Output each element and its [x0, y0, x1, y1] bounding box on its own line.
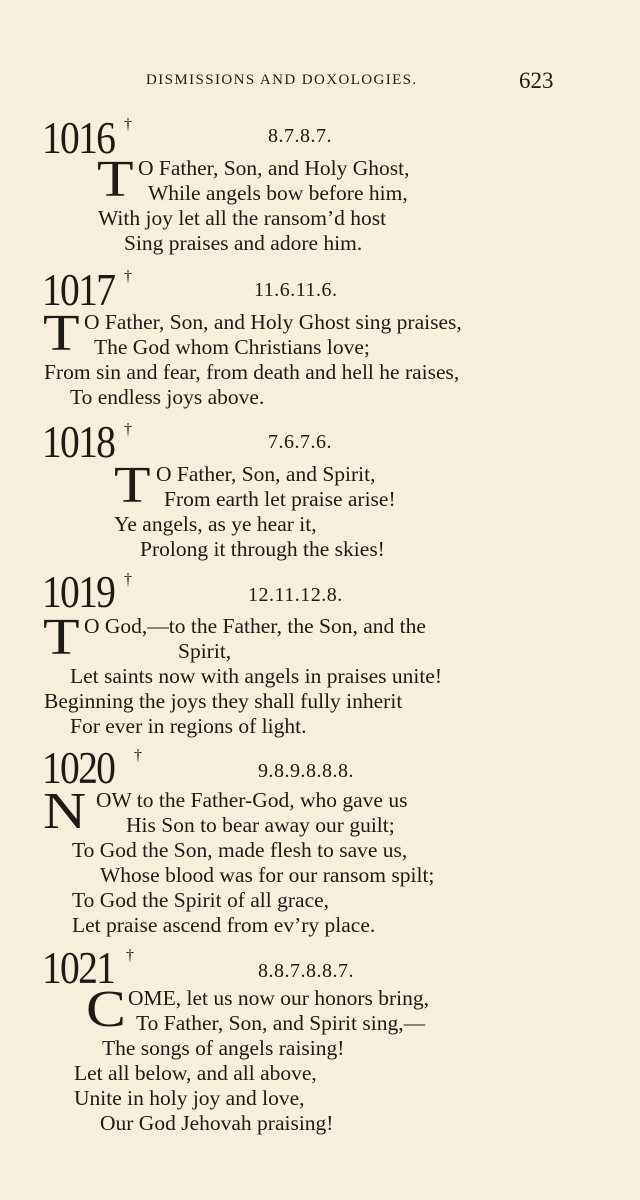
verse-line: Sing praises and adore him.	[124, 231, 363, 255]
running-title: DISMISSIONS AND DOXOLOGIES.	[146, 72, 418, 88]
hymn-meter: 12.11.12.8.	[248, 584, 343, 606]
verse-line: O God,—to the Father, the Son, and the	[84, 614, 426, 638]
page-number: 623	[519, 68, 554, 93]
verse-line: To God the Son, made flesh to save us,	[72, 838, 408, 862]
verse-line: O Father, Son, and Holy Ghost,	[138, 156, 410, 180]
verse-line: Whose blood was for our ransom spilt;	[100, 863, 435, 887]
verse-line: Let all below, and all above,	[74, 1061, 317, 1085]
hymn-number: 1021	[42, 943, 115, 993]
drop-cap: T	[43, 305, 80, 362]
drop-cap: C	[86, 981, 126, 1038]
hymn-meter: 8.8.7.8.8.7.	[258, 960, 354, 982]
hymn-meter: 7.6.7.6.	[268, 431, 332, 453]
verse-line: O Father, Son, and Spirit,	[156, 462, 376, 486]
verse-line: From earth let praise arise!	[164, 487, 396, 511]
verse-line: Let praise ascend from ev’ry place.	[72, 913, 376, 937]
verse-line: To Father, Son, and Spirit sing,—	[136, 1011, 426, 1035]
dagger-mark: †	[124, 268, 132, 285]
verse-line: Prolong it through the skies!	[140, 537, 385, 561]
hymn-meter: 8.7.8.7.	[268, 125, 332, 147]
drop-cap: T	[114, 457, 151, 514]
hymn-meter: 9.8.9.8.8.8.	[258, 760, 354, 782]
drop-cap: T	[43, 609, 80, 666]
verse-line: While angels bow before him,	[148, 181, 408, 205]
drop-cap: T	[97, 151, 134, 208]
verse-line: For ever in regions of light.	[70, 714, 307, 738]
verse-line: Our God Jehovah praising!	[100, 1111, 334, 1135]
verse-line: Spirit,	[178, 639, 232, 663]
verse-line: Ye angels, as ye hear it,	[114, 512, 317, 536]
verse-line: To God the Spirit of all grace,	[72, 888, 330, 912]
hymn-meter: 11.6.11.6.	[254, 279, 338, 301]
verse-line: The God whom Christians love;	[94, 335, 370, 359]
verse-line: Beginning the joys they shall fully inherit	[44, 689, 403, 713]
verse-line: O Father, Son, and Holy Ghost sing praises,	[84, 310, 462, 334]
dagger-mark: †	[134, 747, 142, 764]
hymn-number: 1020	[42, 743, 115, 793]
hymn-number: 1018	[42, 417, 115, 467]
dagger-mark: †	[124, 571, 132, 588]
verse-line: With joy let all the ransom’d host	[98, 206, 387, 230]
hymn-number: 1016	[42, 113, 115, 163]
drop-cap: N	[43, 783, 87, 840]
hymn-number: 1019	[42, 567, 115, 617]
verse-line: OW to the Father-God, who gave us	[96, 788, 408, 812]
dagger-mark: †	[124, 116, 132, 133]
verse-line: The songs of angels raising!	[102, 1036, 345, 1060]
dagger-mark: †	[124, 421, 132, 438]
hymn-number: 1017	[42, 265, 115, 315]
verse-line: OME, let us now our honors bring,	[128, 986, 429, 1010]
dagger-mark: †	[126, 947, 134, 964]
verse-line: Let saints now with angels in praises unite!	[70, 664, 442, 688]
verse-line: To endless joys above.	[70, 385, 265, 409]
verse-line: From sin and fear, from death and hell he raises,	[44, 360, 460, 384]
verse-line: Unite in holy joy and love,	[74, 1086, 305, 1110]
verse-line: His Son to bear away our guilt;	[126, 813, 395, 837]
